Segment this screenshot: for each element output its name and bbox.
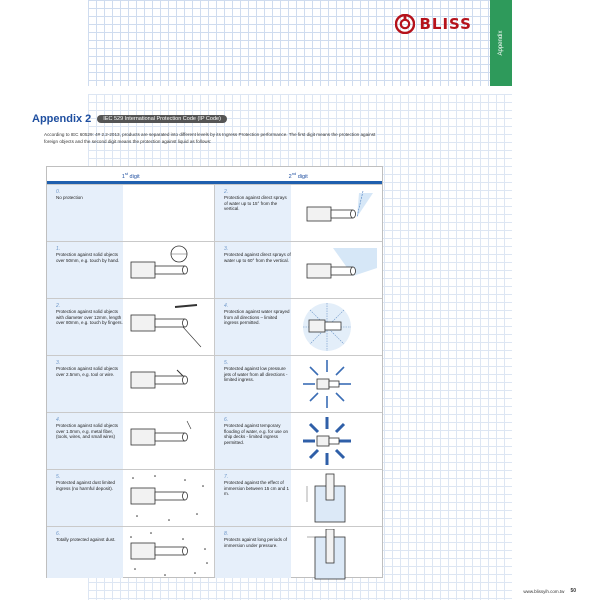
table-row (47, 298, 382, 355)
second-digit-cell (215, 356, 382, 412)
water-spray-15-icon (293, 187, 379, 239)
digit-number: 4. (56, 417, 61, 423)
second-digit-cell (215, 413, 382, 469)
digit-description: Protection against solid objects with diameter over 12mm, length over 80mm, e.g. touch by fingers. (56, 309, 123, 326)
title-row (32, 113, 227, 125)
digit-description: Protected against dust limited ingress (no harmful deposit). (56, 480, 116, 491)
digit-description: No protection (56, 195, 83, 200)
digit-number: 3. (56, 360, 61, 366)
second-digit-cell (215, 299, 382, 355)
intro-paragraph: According to IEC 60529: 4# 2.2-2013, products are separated into different levels by its Ingress Protection performance. The first digit means the protection against foreign objects and the second digit means the protection against liquid as follows: (44, 132, 376, 144)
immersion-tank-icon (293, 472, 379, 524)
ip-code-table (46, 166, 383, 578)
bliss-logo-icon (395, 14, 415, 34)
footer-url[interactable]: www.blissyih.com.tw (523, 588, 565, 594)
first-digit-cell (47, 242, 214, 298)
digit-number: 2. (224, 189, 229, 195)
page-title: Appendix 2 (32, 113, 92, 125)
first-digit-cell (47, 470, 214, 526)
digit-number: 8. (224, 531, 229, 537)
digit-description: Protected against low pressure jets of water from all directions - limited ingress. (224, 366, 288, 383)
table-row (47, 184, 382, 241)
first-digit-cell (47, 185, 214, 241)
wire-1mm-icon (125, 415, 211, 467)
digit-description: Protected against temporary flooding of water, e.g. for use on ship decks - limited ingress permitted. (224, 423, 289, 445)
page-footer (523, 588, 576, 594)
second-digit-cell (215, 470, 382, 526)
brand-name: BLISS (419, 15, 472, 33)
page-subtitle: IEC 529 International Protection Code (IP Code) (97, 115, 227, 123)
first-digit-cell (47, 413, 214, 469)
section-tab[interactable] (490, 0, 512, 86)
digit-description: Protection against direct sprays of water up to 15° from the vertical. (224, 195, 287, 212)
header-grid (88, 0, 512, 86)
digit-description: Protection against solid objects over 2.5mm, e.g. tool or wire. (56, 366, 119, 377)
water-spray-all-directions-icon (293, 301, 379, 353)
first-digit-cell (47, 299, 214, 355)
dust-tight-icon (125, 529, 211, 581)
section-tab-label: Appendix (498, 30, 504, 56)
second-digit-cell (215, 185, 382, 241)
second-digit-cell (215, 242, 382, 298)
table-row (47, 241, 382, 298)
digit-description: Protected against direct sprays of water up to 60° from the vertical. (224, 252, 291, 263)
digit-description: Protection against water sprayed from all directions – limited ingress permitted. (224, 309, 290, 326)
page-number: 50 (570, 588, 576, 594)
first-digit-cell (47, 527, 214, 583)
table-row (47, 355, 382, 412)
brand-logo (395, 14, 472, 34)
table-row (47, 412, 382, 469)
digit-description: Protected against the effect of immersion between 15 cm and 1 m. (224, 480, 290, 497)
first-digit-cell (47, 356, 214, 412)
immersion-under-pressure-icon (293, 529, 379, 581)
digit-description: Protects against long periods of immersion under pressure. (224, 537, 288, 548)
digit-number: 1. (56, 246, 61, 252)
digit-description: Totally protected against dust. (56, 537, 116, 542)
table-header (47, 167, 382, 181)
digit-number: 7. (224, 474, 229, 480)
digit-number: 4. (224, 303, 229, 309)
solid-object-50mm-icon (125, 244, 211, 296)
digit-number: 5. (56, 474, 61, 480)
digit-number: 5. (224, 360, 229, 366)
tool-wire-2-5mm-icon (125, 358, 211, 410)
water-flooding-icon (293, 415, 379, 467)
digit-number: 2. (56, 303, 61, 309)
water-jets-low-pressure-icon (293, 358, 379, 410)
table-row (47, 526, 382, 578)
second-digit-cell (215, 527, 382, 583)
col-first-digit-header: 1st digit (121, 171, 140, 180)
digit-number: 6. (56, 531, 61, 537)
digit-number: 6. (224, 417, 229, 423)
digit-description: Protection against solid objects over 1.0mm, e.g. metal fiber, (tools, wires, and small wires) (56, 423, 119, 440)
digit-number: 3. (224, 246, 229, 252)
dust-limited-icon (125, 472, 211, 524)
water-spray-60-icon (293, 244, 379, 296)
table-row (47, 469, 382, 526)
col-second-digit-header: 2nd digit (288, 171, 308, 180)
digit-description: Protection against solid objects over 50mm, e.g. touch by hand. (56, 252, 120, 263)
finger-probe-icon (125, 301, 211, 353)
digit-number: 0. (56, 189, 61, 195)
